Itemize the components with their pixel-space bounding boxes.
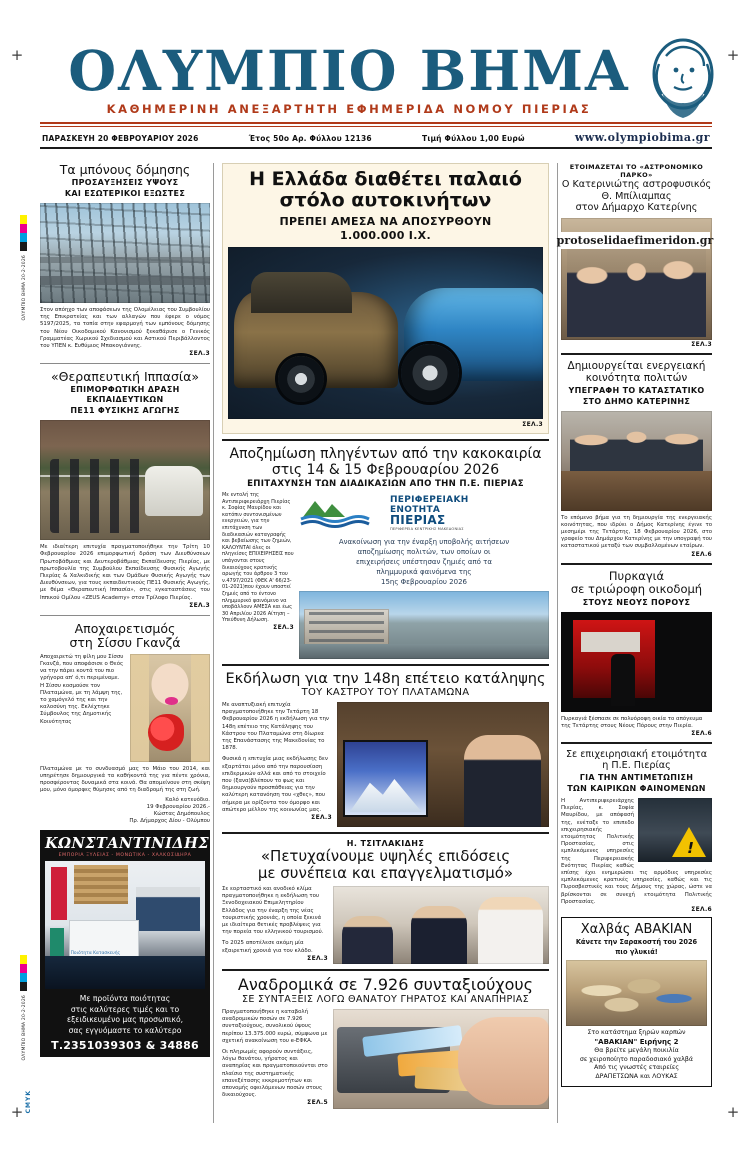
euro-banknotes-photo [333, 1009, 549, 1109]
article-farewell-sissy[interactable] [40, 622, 210, 826]
ad-sub-line1: Κάνετε την Σαρακοστή του 2026 [575, 937, 698, 946]
article-body: Με εντολή της Αντιπεριφερειάρχη Πιερίας κ. Σοφίας Μαυρίδου και κατόπιν συντονισμένων ενεργειών, για την επιτάχυνση των διαδικασιών καταγραφής και βεβαίωσης των ζημιών, ΚΑΛΟΥΝΤΑΙ όλες οι πληγείσες ΕΠΙΧΕΙΡΗΣΕΙΣ που υπάγονται στους δικαιούχους κρατικής αρωγής του άρθρου 3 του ν.4797/2021 (ΦΕΚ Α' 66/23-01-2021)που έχουν υποστεί ζημιές από το έντονο πλημμυρικό φαινόμενο να υποβάλλουν ΑΜΕΣΑ και έως 30 Απριλίου 2026 Αίτηση – Υπεύθυνη Δήλωση. [221, 492, 294, 624]
article-body-top: Αποχαιρετώ τη φίλη μου Σίσσυ Γκανζά, που αποφάσισε ο Θεός να την πάρει κοντά του πιο γρήγορα απ' ό,τι περιμέναμε. Η Σίσσυ κοσμούσε τον Πλαταμώνα, με τη λάμψη της, το χαμόγελό της και την καλοσύνη της. Εκλέχτηκε Σύμβουλος της Δημοτικής Κοινότητας [40, 653, 124, 725]
article-astronomy-park[interactable] [556, 163, 714, 348]
color-calibration-bar-bottom [20, 955, 27, 991]
page-reference: ΣΕΛ.3 [189, 601, 210, 609]
article-body-p1: Πραγματοποιήθηκε η καταβολή αναδρομικών ποσών σε 7.926 συνταξιούχους, συνολικού ύψους περίπου 13.375.000 ευρώ, σύμφωνα με σχετική ανακοίνωση του e-ΕΦΚΑ. [221, 1009, 328, 1044]
contract-signing-photo [561, 411, 712, 511]
article-subhead: ΣΤΟΥΣ ΝΕΟΥΣ ΠΟΡΟΥΣ [582, 597, 691, 607]
article-subhead: ΤΟΥ ΚΑΣΤΡΟΥ ΤΟΥ ΠΛΑΤΑΜΩΝΑ [301, 687, 470, 698]
article-energy-community[interactable] [561, 360, 712, 558]
registration-mark-top-right: + [726, 46, 740, 64]
warning-triangle-icon: ! [672, 827, 706, 857]
divider [222, 439, 549, 441]
ad-copy [45, 994, 205, 1036]
masthead [40, 38, 712, 149]
registration-mark-bottom-right: + [726, 1103, 740, 1121]
article-body-p2: Το 2025 αποτέλεσε ακόμη μία εξαιρετική χρονιά για τον κλάδο. [221, 940, 313, 954]
divider [222, 832, 549, 834]
article-headline: «Θεραπευτική Ιππασία» [51, 369, 199, 385]
signoff-line2: 19 Φεβρουαρίου 2026.- [146, 803, 210, 810]
print-strip-label-bottom: ΟΛΥΜΠΙΟ ΒΗΜΑ 20-2-2026 [22, 995, 27, 1061]
ad-brand-name: ΚΩΝΣΤΑΝΤΙΝΙΔΗΣ [45, 835, 210, 853]
old-and-new-car-photo [228, 247, 543, 419]
divider [40, 615, 210, 616]
horse-riding-photo [40, 420, 210, 540]
divider [561, 742, 712, 744]
article-body: Το επόμενο βήμα για τη δημιουργία της ενεργειακής κοινότητας, που ιδρύει ο Δήμος Κατερίνης έγινε το μεσημέρι της Τετάρτης, 18 Φεβρουαρίου 2026, στο γραφείο του Δημάρχου Κατερίνης με την υπογραφή του καταστατικού μεταξύ των συμβαλλομένων εταίρων. [560, 514, 713, 550]
article-headline-line1: Δημιουργείται ενεργειακή [567, 359, 706, 372]
ad-phone-number[interactable]: Τ.2351039303 & 34886 [51, 1039, 199, 1053]
article-body-p2: Οι πληρωμές αφορούν συντάξεις, λόγω θανάτου, γήρατος και αναπηρίας και πραγματοποιούνται στο πλαίσιο της συστηματικής επανεξέτασης εκκρεμοτήτων και απονομής οφειλόμενων ποσών στους δικαιούχους. [221, 1049, 328, 1099]
halva-products-photo [566, 960, 707, 1026]
article-headline-line2: κοινότητα πολιτών [585, 372, 688, 384]
ad-foot-line5: Από τις γνωστές εταιρείες [593, 1064, 680, 1072]
ad-copy-line4: σας εγγυόμαστε το καλύτερο [68, 1025, 182, 1035]
divider [222, 969, 549, 971]
article-subhead-line1: ΥΠΕΓΡΑΦΗ ΤΟ ΚΑΤΑΣΤΑΤΙΚΟ [568, 385, 705, 395]
page-reference: ΣΕΛ.3 [522, 421, 544, 428]
cmyk-label: CMYK [25, 1090, 32, 1114]
lead-subhead-line2: 1.000.000 Ι.Χ. [340, 229, 431, 242]
article-subhead-line2: ΤΩΝ ΚΑΙΡΙΚΩΝ ΦΑΙΝΟΜΕΝΩΝ [567, 783, 706, 793]
construction-photo [40, 203, 210, 303]
region-logo-sub: ΠΕΡΙΦΕΡΕΙΑ ΚΕΝΤΡΙΚΗΣ ΜΑΚΕΔΟΝΙΑΣ [389, 527, 464, 531]
lead-headline-line1: Η Ελλάδα διαθέτει παλαιό [249, 168, 522, 190]
article-body: Πυρκαγιά ξέσπασε σε πολυόροφη οικία το απόγευμα της Τετάρτης στους Νέους Πόρους στην Πιερία. [560, 715, 703, 729]
ad-copy-line2: στις καλύτερες τιμές και το [70, 1004, 180, 1014]
article-headline-line1: Πυρκαγιά [608, 568, 665, 583]
article-body-p1: Σε εορταστικό και ανοδικό κλίμα πραγματοποιήθηκε η εκδήλωση του Ξενοδοχειακού Επιμελητηρίου Ελλάδος για την έναρξη της νέας τουριστικής χρονιάς, η οποία ξεκινά με ιδιαίτερα θετικές προβλέψεις για την πορεία του ελληνικού τουρισμού. [221, 886, 324, 936]
article-subhead-line2: ΚΑΙ ΕΣΩΤΕΡΙΚΟΙ ΕΞΩΣΤΕΣ [64, 189, 186, 198]
page-reference: ΣΕΛ.5 [307, 1099, 328, 1107]
article-building-fire[interactable] [561, 570, 712, 737]
masthead-info-line [40, 127, 712, 144]
announcement-line3: επιχειρήσεις υπέστησαν ζημιές από τα [355, 558, 493, 566]
page-reference: ΣΕΛ.3 [307, 954, 328, 962]
article-subhead-line2: ΣΤΟ ΔΗΜΟ ΚΑΤΕΡΙΝΗΣ [582, 396, 691, 406]
zeus-head-logo [646, 34, 720, 130]
lead-subhead-line1: ΠΡΕΠΕΙ ΑΜΕΣΑ ΝΑ ΑΠΟΣΥΡΘΟΥΝ [279, 215, 492, 228]
article-headline-line1: «Πετυχαίνουμε υψηλές επιδόσεις [260, 847, 511, 865]
article-subhead-line1: ΠΡΟΣΑΥΞΗΣΕΙΣ ΥΨΟΥΣ [71, 178, 179, 187]
article-headline: Τα μπόνους δόμησης [59, 162, 191, 177]
page-reference: ΣΕΛ.3 [691, 340, 712, 348]
woman-portrait-photo [130, 654, 210, 762]
masthead-rule-thick [40, 122, 712, 124]
pierias-region-emblem [299, 495, 383, 529]
article-headline-line2: με συνέπεια και επαγγελματισμό» [257, 864, 514, 882]
announcement-line5: 15ης Φεβρουαρίου 2026 [380, 578, 467, 586]
center-column [222, 163, 549, 1123]
article-body-p2: Φυσικά η επιτυχία μιας εκδήλωσης δεν εξαρτάται μόνο από την παρουσίαση επιδερμικών αλλά και από το στοιχείο που (ξανα)βλέπουν το φως και δημιουργούν προσπάθειας για την καλύτερη κατανόηση του «χθες», που σήμερα με ορίζοντα τον όμορφο και απώτερο μέλλον της κοινωνίας μας. [221, 756, 328, 813]
website-url[interactable]: www.olympiobima.gr [574, 131, 710, 144]
newspaper-title-text: ΟΛΥΜΠΙΟ ΒΗΜΑ [68, 38, 630, 103]
article-flood-compensation[interactable] [222, 446, 549, 659]
article-headline-line2: στις 14 & 15 Φεβρουαρίου 2026 [271, 462, 500, 478]
castle-presentation-photo [337, 702, 549, 827]
ad-sub-line2: πιο γλυκιά! [615, 947, 658, 956]
signoff-line3: Κώστας Δημόπουλος [153, 811, 210, 818]
ad-foot-line3: Θα βρείτε μεγάλη ποικιλία [594, 1047, 679, 1055]
article-body: Η Αντιπεριφερειάρχης Πιερίας, κ. Σοφία Μαυρίδου, με απόφασή της, ενέταξε το επιπεδο επιχειρησιακής ετοιμότητας Πολιτικής Προστασίας, στις εμπλεκόμενες υπηρεσίες της Περιφερειακής Ενότητας Πιερίας καθώς επίσης έχει ενημερώσει τις αρμόδιες υπηρεσίες εμπλεκόμενες κρατικές υπηρεσίες, καθώς και τις Πυροσβεστικές και τους Δήμους της χώρας, ώστε να βρίσκονται σε συνεχή ετοιμότητα Πολιτικής Προστασίας. [560, 797, 712, 905]
announcement-line1: Ανακοίνωση για την έναρξη υποβολής αιτήσεων [338, 538, 510, 546]
ad-title: Χαλβάς ΑΒΑΚΙΑΝ [580, 921, 693, 937]
article-body: Με ιδιαίτερη επιτυχία πραγματοποιήθηκε την Τρίτη 10 Φεβρουαρίου 2026 επιμορφωτική δράση των Διευθύνσεων Πρωτοβάθμιας και Δευτεροβάθμιας Εκπαίδευσης Πιερίας, με πρωτοβουλία της Συμβούλου Εκπαίδευσης Φυσικής Αγωγής Πιερίας & Χαλκιδικής και των Ομάδων Φυσικής Αγωγής των Διευθύνσεων, για τους εκπαιδευτικούς ΠΕ11 Φυσικής Αγωγής, με θέμα «Θεραπευτική Ιππασία», στις εγκαταστάσεις του Ιππικού Ομίλου «ZEUS Academy» στον Τρίλοφο Πιερίας. [40, 544, 210, 601]
article-headline-line2: η Π.Ε. Πιερίας [602, 760, 671, 772]
article-headline-line2: Θ. Μπίλιαμπας [601, 190, 672, 202]
page-reference: ΣΕΛ.3 [189, 350, 210, 358]
print-strip-label-top: ΟΛΥΜΠΙΟ ΒΗΜΑ 20-2-2026 [22, 255, 27, 321]
announcement-text [299, 537, 549, 587]
article-subhead-line1: ΕΠΙΜΟΡΦΩΤΙΚΗ ΔΡΑΣΗ ΕΚΠΑΙΔΕΥΤΙΚΩΝ [70, 385, 180, 405]
article-subhead: ΕΠΙΤΑΧΥΝΣΗ ΤΩΝ ΔΙΑΔΙΚΑΣΙΩΝ ΑΠΟ ΤΗΝ Π.Ε. ΠΙΕΡΙΑΣ [247, 479, 524, 489]
article-lead-old-car-fleet[interactable] [222, 163, 549, 434]
page-columns [40, 163, 712, 1123]
ad-halva-abakian[interactable] [561, 917, 712, 1087]
article-headline-line1: Αποζημίωση πληγέντων από την κακοκαιρία [229, 446, 542, 462]
article-castle-anniversary[interactable] [222, 671, 549, 827]
article-body: Στον απόηχο των αποφάσεων της Ολομέλειας του Συμβουλίου της Επικρατείας και των αλλαγών που έφερε ο νόμος 5197/2025, τα τοπία στην εφαρμογή των εμπόνους δόμησης του Νέου Οικοδομικού Κανονισμού ξεκαθάρισε ο Γενικός Γραμματέας Χωρικού Σχεδιασμού και Αστικού Περιβάλλοντος του ΥΠΕΝ κ. Ευθύμιος Μπακογιάννης. [40, 307, 210, 350]
article-subhead: ΣΕ ΣΥΝΤΑΞΕΙΣ ΛΟΓΩ ΘΑΝΑΤΟΥ ΓΗΡΑΤΟΣ ΚΑΙ ΑΝΑΠΗΡΙΑΣ [241, 994, 529, 1005]
region-logo-line3: ΠΙΕΡΙΑΣ [389, 513, 446, 527]
page-reference: ΣΕΛ.3 [311, 814, 332, 822]
article-headline-line1: Αποχαιρετισμός [74, 620, 176, 636]
divider [222, 664, 549, 666]
article-subhead-line2: ΠΕ11 ΦΥΣΙΚΗΣ ΑΓΩΓΗΣ [70, 406, 180, 416]
ad-photo-collage [45, 861, 205, 989]
left-column [40, 163, 210, 1123]
article-headline-line2: στη Σίσσυ Γκανζά [69, 634, 181, 650]
region-logo-line2: ΕΝΟΤΗΤΑ [389, 505, 441, 515]
ad-copy-line1: Με προϊόντα ποιότητας [79, 994, 171, 1004]
region-logo-line1: ΠΕΡΙΦΕΡΕΙΑΚΗ [389, 495, 469, 505]
article-headline-line1: Σε επιχειρησιακή ετοιμότητα [565, 748, 708, 760]
article-tsitlakidis-tourism[interactable] [222, 839, 549, 964]
announcement-line2: αποζημίωσης πολιτών, των οποίων οι [357, 548, 491, 556]
ad-brand-tagline: ΕΜΠΟΡΙΑ ΞΥΛΕΙΑΣ - ΜΟΝΩΤΙΚΑ - ΧΑΛΚΟΣΙΔΗΡΑ [58, 853, 192, 859]
announcement-line4: πλημμυρικά φαινόμενα της [376, 568, 472, 576]
article-pension-arrears[interactable] [222, 976, 549, 1109]
page-reference: ΣΕΛ.3 [273, 623, 294, 631]
ad-foot-line1: Στο κατάστημα ξηρών καρπών [587, 1028, 686, 1036]
divider [561, 563, 712, 565]
divider [561, 353, 712, 355]
registration-mark-top-left: + [10, 46, 24, 64]
article-therapeutic-riding[interactable] [40, 370, 210, 609]
page-reference: ΣΕΛ.6 [691, 905, 712, 913]
ad-photo-caption: Ποιότητα Κατασκευής [70, 951, 121, 957]
cover-price: Τιμή Φύλλου 1,00 Ευρώ [422, 134, 525, 143]
hotel-event-photo [333, 886, 549, 964]
ad-foot-line2: "ΑΒΑΚΙΑΝ" Ειρήνης 2 [594, 1037, 679, 1046]
ad-foot-line4: σε χειροποίητο παραδοσιακό χαλβά [579, 1055, 694, 1063]
article-kicker: Η. ΤΣΙΤΛΑΚΙΔΗΣ [346, 839, 425, 848]
masthead-subtitle: ΚΑΘΗΜΕΡΙΝΗ ΑΝΕΞΑΡΤΗΤΗ ΕΦΗΜΕΡΙΔΑ ΝΟΜΟΥ ΠΙΕΡΙΑΣ [106, 102, 592, 116]
article-body-bottom: Πλαταμώνα με το συνδυασμό μας το Μάιο του 2014, και υπηρέτησε δημιουργικά τα καθήκοντά της για πέντε χρόνια, προσφέροντας δυναμικά στα κοινά. Θα απομείνουν στη σκέψη μου, μόνο όμορφες θύμησες από τη διαδρομή της στη ζωή. [40, 765, 210, 794]
article-subhead-line1: ΓΙΑ ΤΗΝ ΑΝΤΙΜΕΤΩΠΙΣΗ [579, 772, 694, 782]
article-headline: Αναδρομικά σε 7.926 συνταξιούχους [237, 975, 534, 994]
storm-warning-photo [638, 798, 712, 862]
issue-number: Έτος 50ο Αρ. Φύλλου 12136 [248, 134, 372, 143]
article-headline-line2: σε τριώροφη οικοδομή [570, 582, 703, 597]
column-divider-right [557, 163, 558, 1123]
column-divider-left [213, 163, 214, 1123]
lead-headline-line2: στόλο αυτοκινήτων [279, 189, 492, 211]
page-reference: ΣΕΛ.6 [691, 550, 712, 558]
page-reference: ΣΕΛ.6 [691, 729, 712, 737]
region-logo [299, 495, 385, 533]
newspaper-title [40, 38, 712, 103]
article-construction-bonus[interactable] [40, 163, 210, 357]
publication-date: ΠΑΡΑΣΚΕΥΗ 20 ΦΕΒΡΟΥΑΡΙΟΥ 2026 [42, 134, 199, 143]
registration-mark-bottom-left: + [10, 1103, 24, 1121]
watermark: protoselidaefimeridon.gr [556, 234, 714, 247]
ad-foot-line6: ΔΡΑΠΕΤΣΩΝΑ και ΛΟΥΚΑΣ [595, 1072, 678, 1080]
article-weather-readiness[interactable] [561, 749, 712, 913]
ad-konstantinidis[interactable] [40, 830, 210, 1057]
divider [40, 363, 210, 364]
article-headline: Εκδήλωση για την 148η επέτειο κατάληψης [225, 671, 546, 687]
masthead-bottom-rule [40, 147, 712, 149]
ad-copy-line3: εξειδικευμένο μας προσωπικό, [66, 1015, 184, 1025]
fire-truck-photo [561, 612, 712, 712]
color-calibration-bar-top [20, 215, 27, 251]
article-body-p1: Με αναπτυξιακή επιτυχία πραγματοποιήθηκε την Τετάρτη 18 Φεβρουαρίου 2026 η εκδήλωση για την 148η επέτειο της Κατάληψης του Κάστρου του Πλαταμώνα στη δίωρεα της Επανάστασης της Μακεδονίας το 1878. [221, 702, 329, 752]
signoff-line1: Καλό κατευόδιο. [165, 796, 210, 803]
flooded-street-photo [299, 591, 549, 659]
article-headline-line3: στον Δήμαρχο Κατερίνης [575, 202, 698, 213]
right-column [556, 163, 714, 1123]
ad-footer [566, 1029, 707, 1082]
signoff-line4: Πρ. Δήμαρχος Δίου - Ολύμπου [129, 818, 210, 825]
article-headline-line1: Ο Κατερινιώτης αστροφυσικός [561, 179, 712, 190]
article-kicker: ΕΤΟΙΜΑΖΕΤΑΙ ΤΟ «ΑΣΤΡΟΝΟΜΙΚΟ ΠΑΡΚΟ» [569, 163, 704, 179]
